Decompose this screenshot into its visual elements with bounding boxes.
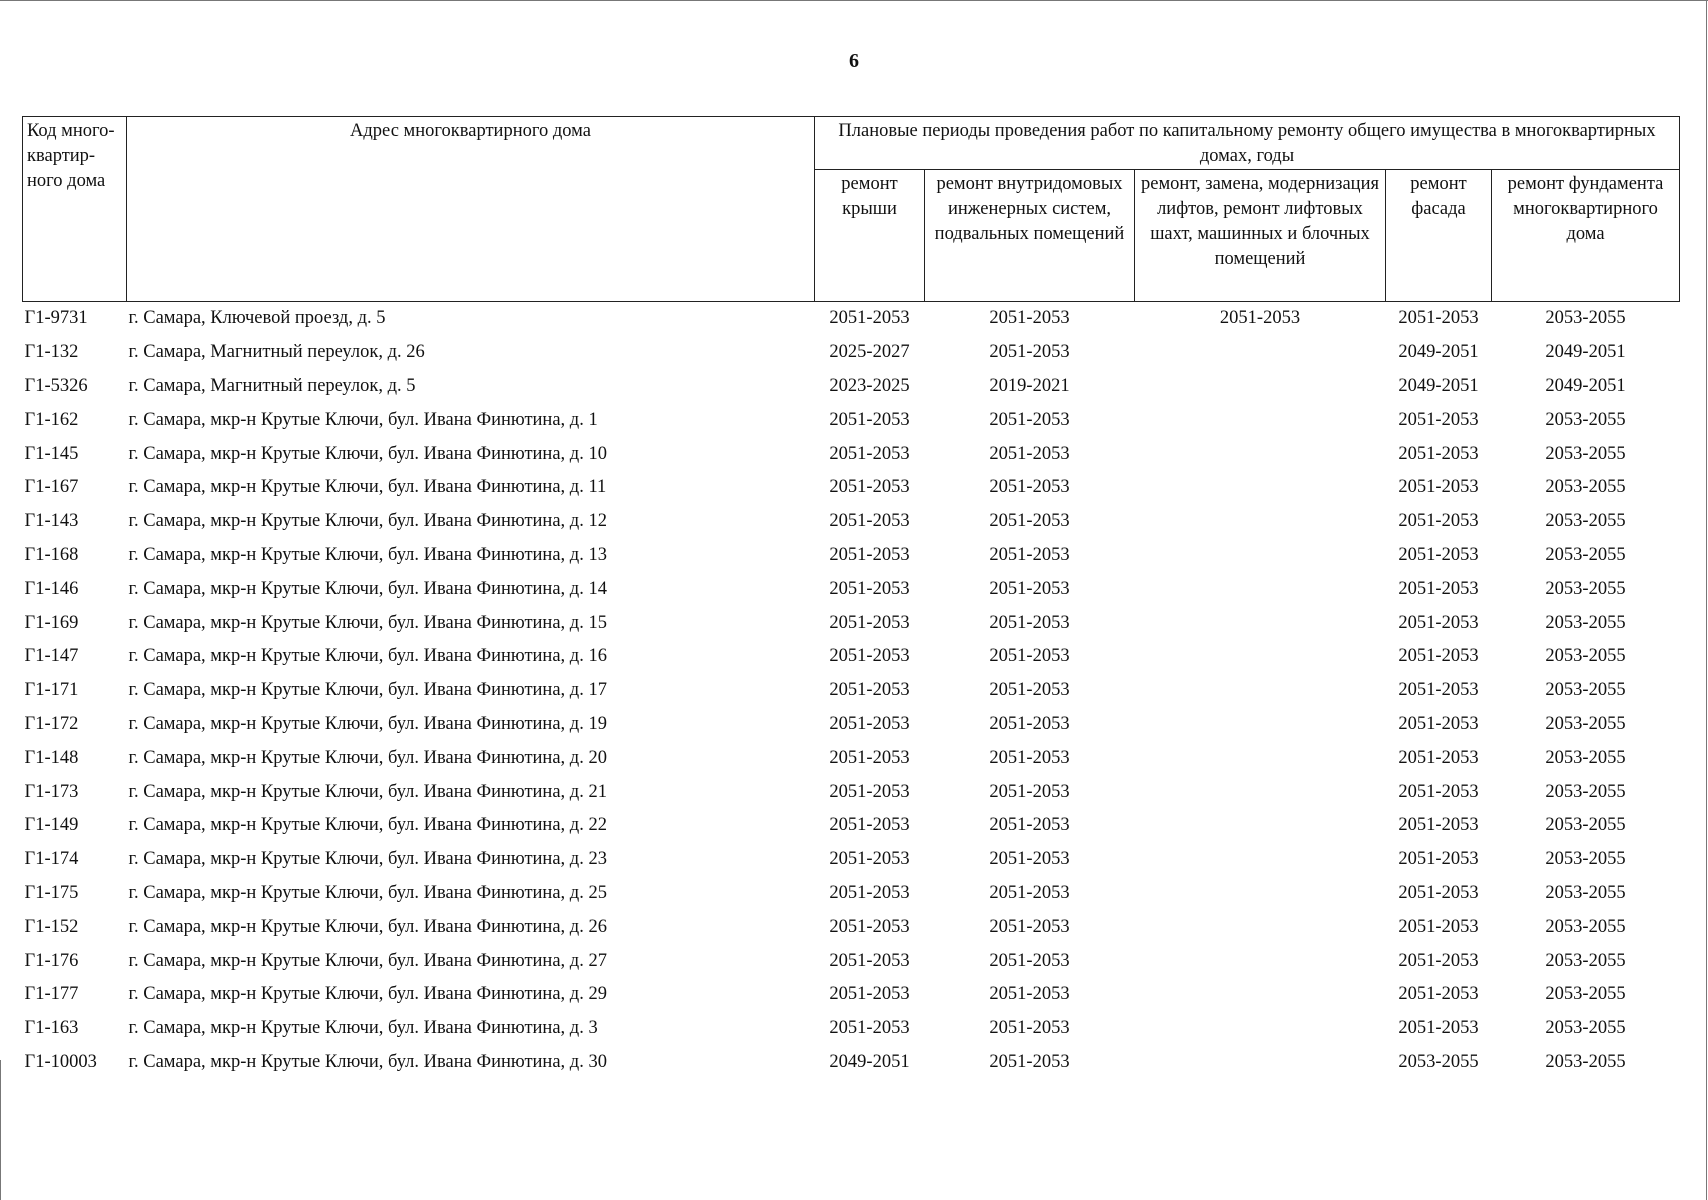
cell-foundation: 2053-2055 [1545,443,1626,464]
cell-engineering: 2051-2053 [989,680,1070,701]
cell-address: г. Самара, мкр-н Крутые Ключи, бул. Ивана Финютина, д. 11 [128,477,607,498]
cell-facade: 2051-2053 [1398,1018,1479,1039]
cell-engineering: 2051-2053 [989,747,1070,768]
cell-roof: 2051-2053 [829,511,910,532]
cell-foundation: 2053-2055 [1545,984,1626,1005]
cell-address: г. Самара, Ключевой проезд, д. 5 [128,308,386,329]
cell-roof: 2051-2053 [829,815,910,836]
table-row [23,910,1680,944]
table-row [23,944,1680,978]
cell-roof: 2051-2053 [829,781,910,802]
cell-roof: 2051-2053 [829,646,910,667]
header-address: Адрес многоквартирного дома [127,117,815,302]
cell-code: Г1-149 [24,815,79,836]
cell-roof: 2051-2053 [829,443,910,464]
cell-lifts [1135,370,1386,404]
table-row [23,539,1680,573]
cell-lifts [1135,1046,1386,1080]
cell-engineering: 2051-2053 [989,882,1070,903]
table-row [23,606,1680,640]
cell-lifts [1135,708,1386,742]
table-row [23,403,1680,437]
cell-lifts [1135,877,1386,911]
cell-engineering: 2051-2053 [989,612,1070,633]
cell-foundation: 2049-2051 [1545,342,1626,363]
cell-engineering: 2051-2053 [989,308,1070,329]
cell-code: Г1-132 [24,342,79,363]
cell-engineering: 2051-2053 [989,544,1070,565]
table-row [23,843,1680,877]
header-periods: Плановые периоды проведения работ по капитальному ремонту общего имущества в многоквартирных домах, годы [815,117,1680,170]
cell-code: Г1-146 [24,578,79,599]
cell-engineering: 2051-2053 [989,1051,1070,1072]
cell-address: г. Самара, мкр-н Крутые Ключи, бул. Ивана Финютина, д. 26 [128,916,607,937]
cell-address: г. Самара, мкр-н Крутые Ключи, бул. Ивана Финютина, д. 1 [128,409,598,430]
cell-roof: 2051-2053 [829,916,910,937]
cell-code: Г1-167 [24,477,79,498]
cell-address: г. Самара, Магнитный переулок, д. 26 [128,342,425,363]
cell-address: г. Самара, мкр-н Крутые Ключи, бул. Ивана Финютина, д. 10 [128,443,607,464]
cell-facade: 2051-2053 [1398,781,1479,802]
cell-engineering: 2051-2053 [989,443,1070,464]
cell-foundation: 2053-2055 [1545,544,1626,565]
cell-foundation: 2053-2055 [1545,781,1626,802]
cell-facade: 2051-2053 [1398,544,1479,565]
cell-facade: 2051-2053 [1398,950,1479,971]
cell-facade: 2051-2053 [1398,815,1479,836]
table-row [23,302,1680,336]
scan-edge-top [0,0,1708,1]
cell-engineering: 2051-2053 [989,781,1070,802]
cell-foundation: 2053-2055 [1545,747,1626,768]
cell-facade: 2051-2053 [1398,511,1479,532]
table-row [23,640,1680,674]
cell-lifts [1135,978,1386,1012]
cell-address: г. Самара, мкр-н Крутые Ключи, бул. Ивана Финютина, д. 30 [128,1051,607,1072]
cell-code: Г1-147 [24,646,79,667]
cell-foundation: 2053-2055 [1545,950,1626,971]
cell-foundation: 2053-2055 [1545,511,1626,532]
cell-foundation: 2053-2055 [1545,882,1626,903]
scan-edge-right [1706,0,1707,1200]
cell-code: Г1-148 [24,747,79,768]
cell-address: г. Самара, мкр-н Крутые Ключи, бул. Ивана Финютина, д. 13 [128,544,607,565]
cell-facade: 2051-2053 [1398,578,1479,599]
cell-lifts [1135,336,1386,370]
cell-foundation: 2053-2055 [1545,409,1626,430]
cell-engineering: 2051-2053 [989,950,1070,971]
cell-code: Г1-176 [24,950,79,971]
cell-address: г. Самара, мкр-н Крутые Ключи, бул. Ивана Финютина, д. 20 [128,747,607,768]
table-row [23,674,1680,708]
table-body [23,302,1680,1080]
cell-code: Г1-145 [24,443,79,464]
cell-roof: 2051-2053 [829,477,910,498]
cell-facade: 2051-2053 [1398,984,1479,1005]
cell-code: Г1-152 [24,916,79,937]
table-row [23,708,1680,742]
cell-facade: 2049-2051 [1398,342,1479,363]
cell-roof: 2051-2053 [829,849,910,870]
cell-roof: 2051-2053 [829,578,910,599]
cell-address: г. Самара, мкр-н Крутые Ключи, бул. Ивана Финютина, д. 23 [128,849,607,870]
cell-facade: 2051-2053 [1398,409,1479,430]
page-number: 6 [849,50,859,72]
table-row [23,336,1680,370]
cell-lifts [1135,944,1386,978]
cell-code: Г1-162 [24,409,79,430]
cell-facade: 2051-2053 [1398,916,1479,937]
cell-lifts [1135,674,1386,708]
table-row [23,572,1680,606]
repair-schedule-table [22,116,1680,1079]
cell-lifts [1135,505,1386,539]
cell-foundation: 2053-2055 [1545,680,1626,701]
cell-code: Г1-143 [24,511,79,532]
cell-code: Г1-175 [24,882,79,903]
cell-lifts [1135,741,1386,775]
header-engineering: ремонт внутридомовых инженерных систем, подвальных помещений [925,170,1135,302]
cell-address: г. Самара, мкр-н Крутые Ключи, бул. Ивана Финютина, д. 14 [128,578,607,599]
cell-code: Г1-163 [24,1018,79,1039]
cell-address: г. Самара, мкр-н Крутые Ключи, бул. Ивана Финютина, д. 21 [128,781,607,802]
cell-code: Г1-168 [24,544,79,565]
table-row [23,1012,1680,1046]
table-header [23,117,1680,302]
cell-code: Г1-169 [24,612,79,633]
cell-foundation: 2053-2055 [1545,308,1626,329]
cell-engineering: 2019-2021 [989,375,1070,396]
cell-facade: 2051-2053 [1398,308,1479,329]
header-roof: ремонт крыши [815,170,925,302]
table-row [23,370,1680,404]
cell-lifts [1135,843,1386,877]
cell-address: г. Самара, мкр-н Крутые Ключи, бул. Ивана Финютина, д. 27 [128,950,607,971]
cell-address: г. Самара, мкр-н Крутые Ключи, бул. Ивана Финютина, д. 16 [128,646,607,667]
cell-facade: 2051-2053 [1398,747,1479,768]
cell-facade: 2051-2053 [1398,680,1479,701]
cell-engineering: 2051-2053 [989,984,1070,1005]
cell-roof: 2051-2053 [829,882,910,903]
cell-roof: 2051-2053 [829,308,910,329]
cell-foundation: 2053-2055 [1545,646,1626,667]
cell-engineering: 2051-2053 [989,916,1070,937]
table-row [23,775,1680,809]
header-facade: ремонт фасада [1386,170,1492,302]
cell-roof: 2051-2053 [829,747,910,768]
cell-lifts [1135,606,1386,640]
table-row [23,877,1680,911]
cell-facade: 2051-2053 [1398,477,1479,498]
cell-engineering: 2051-2053 [989,849,1070,870]
cell-roof: 2051-2053 [829,1018,910,1039]
cell-lifts [1135,809,1386,843]
cell-foundation: 2053-2055 [1545,578,1626,599]
table-row [23,978,1680,1012]
cell-roof: 2051-2053 [829,544,910,565]
cell-engineering: 2051-2053 [989,409,1070,430]
cell-address: г. Самара, Магнитный переулок, д. 5 [128,375,416,396]
cell-facade: 2051-2053 [1398,646,1479,667]
cell-foundation: 2053-2055 [1545,612,1626,633]
cell-foundation: 2053-2055 [1545,477,1626,498]
cell-lifts [1135,572,1386,606]
cell-lifts [1135,640,1386,674]
cell-foundation: 2053-2055 [1545,1018,1626,1039]
header-foundation: ремонт фундамента многоквартирного дома [1492,170,1680,302]
table-row [23,437,1680,471]
cell-address: г. Самара, мкр-н Крутые Ключи, бул. Ивана Финютина, д. 19 [128,713,607,734]
cell-foundation: 2053-2055 [1545,849,1626,870]
table-row [23,471,1680,505]
cell-facade: 2051-2053 [1398,882,1479,903]
cell-roof: 2051-2053 [829,612,910,633]
cell-lifts [1135,775,1386,809]
cell-code: Г1-174 [24,849,79,870]
cell-engineering: 2051-2053 [989,511,1070,532]
cell-address: г. Самара, мкр-н Крутые Ключи, бул. Ивана Финютина, д. 12 [128,511,607,532]
cell-facade: 2051-2053 [1398,612,1479,633]
cell-roof: 2023-2025 [829,375,910,396]
cell-roof: 2051-2053 [829,984,910,1005]
cell-address: г. Самара, мкр-н Крутые Ключи, бул. Ивана Финютина, д. 25 [128,882,607,903]
cell-facade: 2051-2053 [1398,713,1479,734]
cell-code: Г1-172 [24,713,79,734]
cell-lifts [1135,437,1386,471]
cell-address: г. Самара, мкр-н Крутые Ключи, бул. Ивана Финютина, д. 29 [128,984,607,1005]
cell-foundation: 2053-2055 [1545,916,1626,937]
cell-code: Г1-9731 [24,308,88,329]
cell-engineering: 2051-2053 [989,342,1070,363]
cell-roof: 2025-2027 [829,342,910,363]
cell-facade: 2049-2051 [1398,375,1479,396]
cell-lifts: 2051-2053 [1219,308,1301,329]
cell-address: г. Самара, мкр-н Крутые Ключи, бул. Ивана Финютина, д. 15 [128,612,607,633]
cell-lifts [1135,1012,1386,1046]
cell-engineering: 2051-2053 [989,713,1070,734]
cell-facade: 2051-2053 [1398,849,1479,870]
cell-facade: 2053-2055 [1398,1051,1479,1072]
cell-lifts [1135,539,1386,573]
cell-lifts [1135,471,1386,505]
cell-lifts [1135,910,1386,944]
cell-address: г. Самара, мкр-н Крутые Ключи, бул. Ивана Финютина, д. 3 [128,1018,598,1039]
cell-engineering: 2051-2053 [989,646,1070,667]
cell-code: Г1-5326 [24,375,88,396]
cell-roof: 2051-2053 [829,950,910,971]
table-row [23,741,1680,775]
cell-lifts [1135,403,1386,437]
cell-code: Г1-171 [24,680,79,701]
cell-foundation: 2053-2055 [1545,713,1626,734]
header-code: Код много-квартир-ного дома [23,117,127,302]
cell-roof: 2051-2053 [829,713,910,734]
cell-facade: 2051-2053 [1398,443,1479,464]
scan-edge-left [0,1060,1,1200]
cell-roof: 2049-2051 [829,1051,910,1072]
cell-roof: 2051-2053 [829,680,910,701]
cell-foundation: 2049-2051 [1545,375,1626,396]
cell-address: г. Самара, мкр-н Крутые Ключи, бул. Ивана Финютина, д. 22 [128,815,607,836]
cell-code: Г1-177 [24,984,79,1005]
cell-roof: 2051-2053 [829,409,910,430]
table-row [23,809,1680,843]
cell-foundation: 2053-2055 [1545,1051,1626,1072]
cell-foundation: 2053-2055 [1545,815,1626,836]
cell-engineering: 2051-2053 [989,578,1070,599]
table-row [23,1046,1680,1080]
cell-code: Г1-10003 [24,1051,97,1072]
cell-engineering: 2051-2053 [989,1018,1070,1039]
cell-code: Г1-173 [24,781,79,802]
header-lifts: ремонт, замена, модернизация лифтов, ремонт лифтовых шахт, машинных и блочных помещений [1135,170,1386,302]
cell-engineering: 2051-2053 [989,815,1070,836]
cell-engineering: 2051-2053 [989,477,1070,498]
cell-address: г. Самара, мкр-н Крутые Ключи, бул. Ивана Финютина, д. 17 [128,680,607,701]
table-row [23,505,1680,539]
